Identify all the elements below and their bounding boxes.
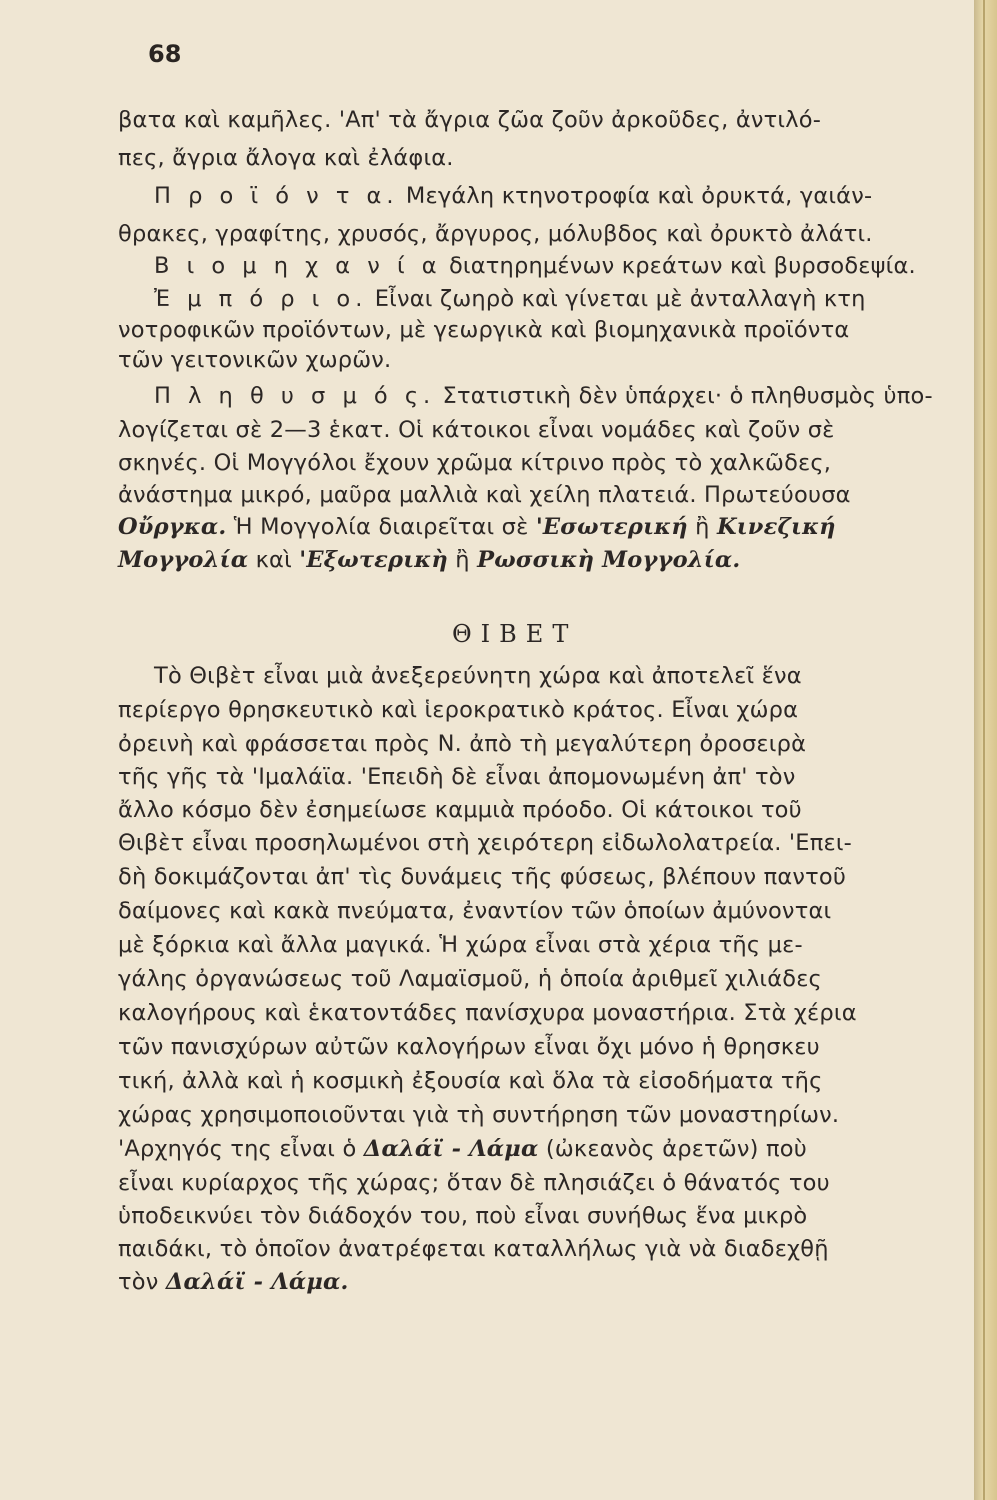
text-line	[118, 731, 806, 757]
text-span: βατα καὶ καμῆλες. 'Απ' τὰ ἄγρια ζῶα ζοῦν ἀρκοῦδες, ἀντιλό-	[118, 107, 822, 133]
section-heading: ΘΙΒΕΤ	[452, 620, 578, 648]
italic-span: 'Εσωτερική	[535, 514, 688, 540]
text-line	[118, 898, 831, 924]
text-span: Στατιστικὴ δὲν ὑπάρχει· ὁ πληθυσμὸς ὑπο-	[435, 383, 933, 409]
text-line	[118, 107, 821, 133]
text-span: δαίμονες καὶ κακὰ πνεύματα, ἐναντίον τῶν ὁποίων ἀμύνονται	[118, 898, 832, 924]
text-line	[118, 697, 798, 723]
italic-span: Ρωσσικὴ Μογγολία.	[477, 547, 741, 573]
section-label: Π ρ ο ϊ ό ν τ α.	[154, 183, 399, 209]
text-span: γάλης ὀργανώσεως τοῦ Λαμαϊσμοῦ, ἡ ὁποία ἀριθμεῖ χιλιάδες	[118, 966, 822, 992]
italic-span: Μογγολία	[118, 547, 249, 573]
text-span: τική, ἀλλὰ καὶ ἡ κοσμικὴ ἐξουσία καὶ ὅλα τὰ εἰσοδήματα τῆς	[118, 1068, 823, 1094]
text-span: περίεργο θρησκευτικὸ καὶ ἱεροκρατικὸ κράτος. Εἶναι χώρα	[118, 697, 799, 723]
text-line	[118, 514, 836, 540]
text-span: δὴ δοκιμάζονται ἀπ' τὶς δυνάμεις τῆς φύσεως, βλέπουν παντοῦ	[118, 864, 847, 890]
text-line	[118, 1102, 839, 1128]
italic-span: Δαλάϊ - Λάμα.	[165, 1269, 349, 1295]
text-line	[118, 1068, 823, 1094]
text-span: εἶναι κυρίαρχος τῆς χώρας; ὅταν δὲ πλησιάζει ὁ θάνατός του	[118, 1170, 830, 1196]
text-line	[118, 864, 846, 890]
text-span: διατηρημένων κρεάτων καὶ βυρσοδεψία.	[441, 253, 916, 279]
text-span: τῆς γῆς τὰ 'Ιμαλάϊα. 'Επειδὴ δὲ εἶναι ἀπομονωμένη ἀπ' τὸν	[118, 764, 796, 790]
text-span: Μεγάλη κτηνοτροφία καὶ ὀρυκτά, γαιάν-	[398, 183, 873, 209]
text-line	[118, 547, 740, 573]
text-line	[118, 450, 831, 476]
text-span: μὲ ξόρκια καὶ ἄλλα μαγικά. Ἡ χώρα εἶναι στὰ χέρια τῆς με-	[118, 932, 803, 958]
text-span: Θιβὲτ εἶναι προσηλωμένοι στὴ χειρότερη εἰδωλολατρεία. 'Επει-	[118, 830, 852, 856]
text-span: (ὠκεανὸς ἀρετῶν) ποὺ	[538, 1136, 807, 1162]
italic-span: Κινεζική	[716, 514, 836, 540]
text-span: τὸν	[118, 1269, 166, 1295]
italic-span: 'Εξωτερικὴ	[299, 547, 448, 573]
text-line	[118, 347, 391, 373]
text-span: ἄλλο κόσμο δὲν ἐσημείωσε καμμιὰ πρόοδο. Οἱ κάτοικοι τοῦ	[118, 797, 802, 823]
text-line	[118, 1203, 807, 1229]
italic-span: Οὔργκα.	[118, 514, 227, 540]
text-span: χώρας χρησιμοποιοῦνται γιὰ τὴ συντήρηση τῶν μοναστηρίων.	[118, 1102, 840, 1128]
text-span: παιδάκι, τὸ ὁποῖον ἀνατρέφεται καταλλήλως γιὰ νὰ διαδεχθῇ	[118, 1236, 829, 1262]
page-number: 68	[148, 40, 182, 68]
text-line	[118, 1236, 829, 1262]
text-line	[118, 145, 454, 171]
text-span: ἀνάστημα μικρό, μαῦρα μαλλιὰ καὶ χείλη πλατειά. Πρωτεύουσα	[118, 482, 851, 508]
text-span: τῶν γειτονικῶν χωρῶν.	[118, 347, 392, 373]
text-span: Ἡ Μογγολία διαιρεῖται σὲ	[226, 514, 536, 540]
text-span: καὶ	[248, 547, 300, 573]
text-line	[118, 1136, 807, 1162]
text-span: ἢ	[687, 514, 717, 540]
page-edge	[974, 0, 997, 1500]
text-span: τῶν πανισχύρων αὐτῶν καλογήρων εἶναι ὄχι μόνο ἡ θρησκευ	[118, 1034, 820, 1060]
text-line	[118, 317, 849, 343]
text-line	[154, 286, 866, 312]
text-span: ὑποδεικνύει τὸν διάδοχόν του, ποὺ εἶναι συνήθως ἕνα μικρὸ	[118, 1203, 808, 1229]
text-span: 'Αρχηγός της εἶναι ὁ	[118, 1136, 364, 1162]
section-label: Β ι ο μ η χ α ν ί α	[154, 253, 442, 279]
text-line	[118, 482, 851, 508]
italic-span: Δαλάϊ - Λάμα	[363, 1136, 539, 1162]
text-line	[154, 663, 802, 689]
text-line	[118, 417, 835, 443]
text-span: νοτροφικῶν προϊόντων, μὲ γεωργικὰ καὶ βιομηχανικὰ προϊόντα	[118, 317, 850, 343]
text-span: Εἶναι ζωηρὸ καὶ γίνεται μὲ ἀνταλλαγὴ κτη	[367, 286, 866, 312]
text-line	[118, 966, 822, 992]
text-span: ὀρεινὴ καὶ φράσσεται πρὸς Ν. ἀπὸ τὴ μεγαλύτερη ὀροσειρὰ	[118, 731, 807, 757]
text-line	[118, 764, 796, 790]
text-line	[118, 932, 803, 958]
text-span: πες, ἄγρια ἄλογα καὶ ἐλάφια.	[118, 145, 454, 171]
text-line	[118, 830, 852, 856]
text-line	[154, 183, 872, 209]
text-span: καλογήρους καὶ ἑκατοντάδες πανίσχυρα μοναστήρια. Στὰ χέρια	[118, 1000, 857, 1026]
text-line	[118, 1170, 830, 1196]
text-line	[118, 1034, 820, 1060]
text-line	[118, 221, 873, 247]
text-span: θρακες, γραφίτης, χρυσός, ἄργυρος, μόλυβδος καὶ ὀρυκτὸ ἀλάτι.	[118, 221, 873, 247]
section-label: Π λ η θ υ σ μ ό ς.	[154, 383, 436, 409]
text-span: σκηνές. Οἱ Μογγόλοι ἔχουν χρῶμα κίτρινο πρὸς τὸ χαλκῶδες,	[118, 450, 832, 476]
text-span: ἢ	[447, 547, 478, 573]
text-span: Τὸ Θιβὲτ εἶναι μιὰ ἀνεξερεύνητη χώρα καὶ ἀποτελεῖ ἕνα	[154, 663, 802, 689]
text-span: λογίζεται σὲ 2—3 ἑκατ. Οἱ κάτοικοι εἶναι νομάδες καὶ ζοῦν σὲ	[118, 417, 835, 443]
text-line	[118, 797, 802, 823]
text-line	[154, 253, 916, 279]
text-line	[118, 1000, 857, 1026]
text-line	[118, 1269, 349, 1295]
section-label: Ἐ μ π ό ρ ι ο.	[154, 286, 368, 312]
text-line	[154, 383, 933, 409]
page-edge-line	[983, 0, 985, 1500]
